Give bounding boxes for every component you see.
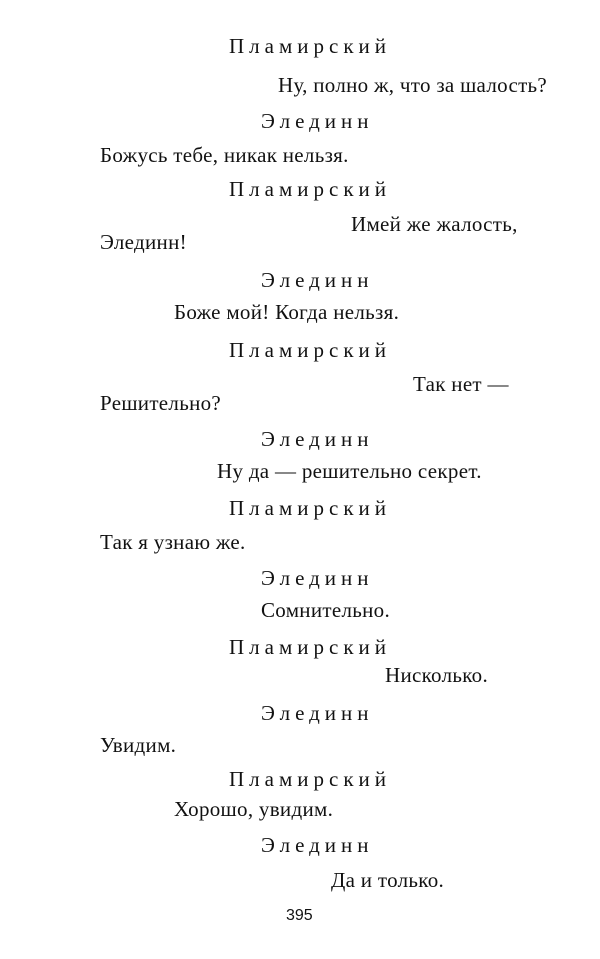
speaker-name: Элединн xyxy=(261,109,374,133)
speaker-name: Элединн xyxy=(261,833,374,857)
speaker-name: Элединн xyxy=(261,566,374,590)
dialogue-line: Так я узнаю же. xyxy=(100,530,246,554)
speaker-name: Пламирский xyxy=(229,34,391,58)
speaker-name: Пламирский xyxy=(229,635,391,659)
dialogue-line: Божусь тебе, никак нельзя. xyxy=(100,143,349,167)
dialogue-line: Решительно? xyxy=(100,391,222,415)
speaker-name: Элединн xyxy=(261,701,374,725)
dialogue-line: Боже мой! Когда нельзя. xyxy=(174,300,400,324)
dialogue-line: Увидим. xyxy=(100,733,177,757)
dialogue-line: Имей же жалость, xyxy=(351,212,518,236)
speaker-name: Элединн xyxy=(261,268,374,292)
speaker-name: Пламирский xyxy=(229,177,391,201)
dialogue-line: Да и только. xyxy=(331,868,445,892)
dialogue-line: Ну, полно ж, что за шалость? xyxy=(278,73,548,97)
page-number: 395 xyxy=(286,907,313,924)
dialogue-line: Так нет — xyxy=(413,372,509,396)
dialogue-line: Сомнительно. xyxy=(261,598,391,622)
speaker-name: Пламирский xyxy=(229,767,391,791)
speaker-name: Пламирский xyxy=(229,496,391,520)
dialogue-line: Нисколько. xyxy=(385,663,489,687)
speaker-name: Пламирский xyxy=(229,338,391,362)
dialogue-line: Ну да — решительно секрет. xyxy=(217,459,482,483)
speaker-name: Элединн xyxy=(261,427,374,451)
dialogue-line: Хорошо, увидим. xyxy=(174,797,334,821)
dialogue-line: Элединн! xyxy=(100,230,187,254)
